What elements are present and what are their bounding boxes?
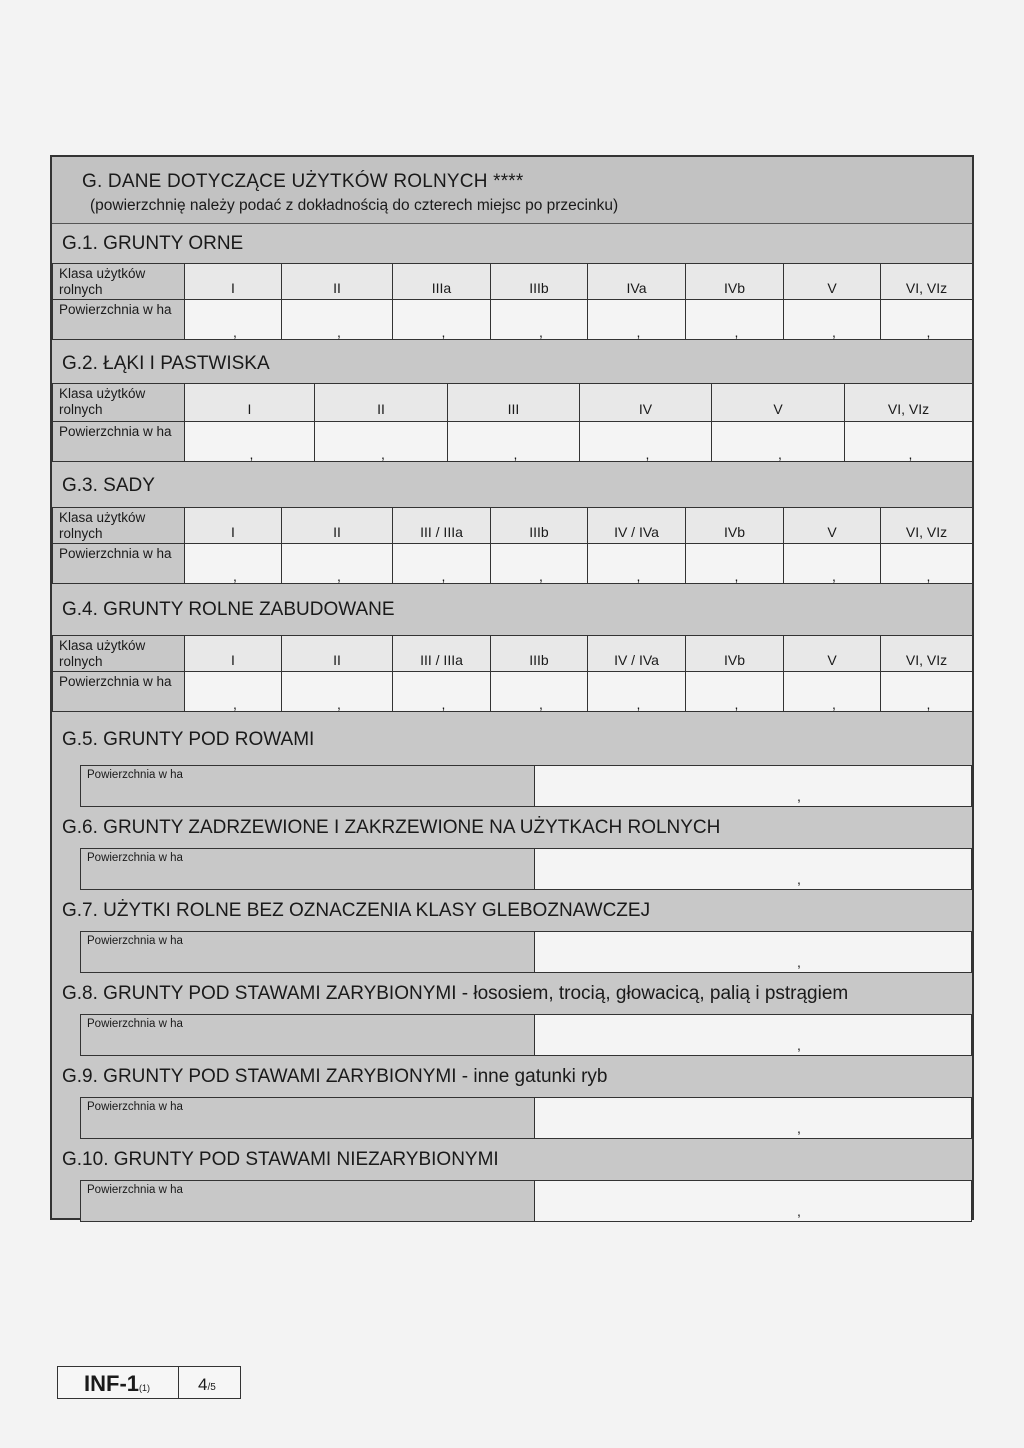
agricultural-land-form [50, 155, 974, 1220]
area-label: Powierzchnia w ha [81, 1098, 535, 1139]
area-field[interactable]: , [315, 422, 448, 462]
area-field[interactable]: , [282, 300, 393, 340]
class-header: V [784, 508, 881, 544]
class-header: IVb [686, 264, 784, 300]
class-header: I [185, 636, 282, 672]
area-field[interactable]: , [535, 849, 972, 890]
class-header: III / IIIa [393, 636, 491, 672]
class-header: I [185, 264, 282, 300]
class-header: IVb [686, 508, 784, 544]
area-label: Powierzchnia w ha [81, 766, 535, 807]
class-header: VI, VIz [881, 508, 973, 544]
section-g6-table [80, 848, 972, 890]
page-number: 4/5 [198, 1375, 216, 1394]
form-code: INF-1(1) [84, 1371, 150, 1396]
area-field[interactable]: , [535, 1181, 972, 1222]
area-field[interactable]: , [491, 544, 588, 584]
section-g1-table [52, 263, 973, 340]
area-field[interactable]: , [881, 544, 973, 584]
area-field[interactable]: , [491, 300, 588, 340]
area-label: Powierzchnia w ha [81, 1181, 535, 1222]
area-field[interactable]: , [448, 422, 580, 462]
class-label: Klasa użytków rolnych [53, 264, 185, 300]
area-field[interactable]: , [686, 300, 784, 340]
form-footer [57, 1366, 241, 1399]
class-header: IIIb [491, 508, 588, 544]
area-field[interactable]: , [588, 544, 686, 584]
class-header: V [784, 636, 881, 672]
footer-divider [178, 1367, 179, 1398]
section-g7-table [80, 931, 972, 973]
section-g2-title: G.2. ŁĄKI I PASTWISKA [62, 353, 270, 374]
section-g-header [52, 157, 972, 224]
area-field[interactable]: , [535, 766, 972, 807]
area-field[interactable]: , [784, 300, 881, 340]
section-g9-table [80, 1097, 972, 1139]
section-g10-table [80, 1180, 972, 1222]
class-header: II [282, 636, 393, 672]
class-header: III [448, 384, 580, 422]
area-field[interactable]: , [588, 300, 686, 340]
class-header: VI, VIz [845, 384, 973, 422]
area-field[interactable]: , [393, 544, 491, 584]
section-g3-table [52, 507, 973, 584]
area-field[interactable]: , [535, 1098, 972, 1139]
class-header: IIIa [393, 264, 491, 300]
area-label: Powierzchnia w ha [81, 1015, 535, 1056]
area-label: Powierzchnia w ha [53, 300, 185, 340]
area-field[interactable]: , [686, 544, 784, 584]
area-field[interactable]: , [784, 544, 881, 584]
class-header: I [185, 384, 315, 422]
form-version: (1) [139, 1383, 150, 1393]
area-field[interactable]: , [393, 672, 491, 712]
class-header: IV [580, 384, 712, 422]
area-field[interactable]: , [881, 672, 973, 712]
class-header: IIIb [491, 636, 588, 672]
section-g8-table [80, 1014, 972, 1056]
area-field[interactable]: , [282, 672, 393, 712]
class-label: Klasa użytków rolnych [53, 636, 185, 672]
area-field[interactable]: , [712, 422, 845, 462]
area-field[interactable]: , [393, 300, 491, 340]
area-field[interactable]: , [535, 1015, 972, 1056]
area-label: Powierzchnia w ha [53, 422, 185, 462]
area-field[interactable]: , [845, 422, 973, 462]
area-field[interactable]: , [282, 544, 393, 584]
area-field[interactable]: , [784, 672, 881, 712]
section-g4-table [52, 635, 973, 712]
section-g4-title: G.4. GRUNTY ROLNE ZABUDOWANE [62, 599, 395, 620]
section-g1-title: G.1. GRUNTY ORNE [62, 233, 244, 254]
area-label: Powierzchnia w ha [53, 544, 185, 584]
section-g10-title: G.10. GRUNTY POD STAWAMI NIEZARYBIONYMI [62, 1149, 499, 1170]
section-g9-title: G.9. GRUNTY POD STAWAMI ZARYBIONYMI - inne gatunki ryb [62, 1066, 608, 1087]
area-field[interactable]: , [491, 672, 588, 712]
area-field[interactable]: , [185, 544, 282, 584]
section-g-subtitle: (powierzchnię należy podać z dokładnością do czterech miejsc po przecinku) [90, 197, 619, 214]
section-g7-title: G.7. UŻYTKI ROLNE BEZ OZNACZENIA KLASY GLEBOZNAWCZEJ [62, 900, 651, 921]
class-header: I [185, 508, 282, 544]
area-label: Powierzchnia w ha [53, 672, 185, 712]
section-g5-table [80, 765, 972, 807]
section-g3-title: G.3. SADY [62, 475, 155, 496]
class-header: IV / IVa [588, 636, 686, 672]
area-field[interactable]: , [185, 300, 282, 340]
area-field[interactable]: , [881, 300, 973, 340]
class-header: V [784, 264, 881, 300]
class-header: IIIb [491, 264, 588, 300]
class-header: IVa [588, 264, 686, 300]
class-header: V [712, 384, 845, 422]
area-field[interactable]: , [535, 932, 972, 973]
pages-total: /5 [207, 1382, 216, 1393]
section-g5-title: G.5. GRUNTY POD ROWAMI [62, 729, 315, 750]
class-header: VI, VIz [881, 636, 973, 672]
class-header: II [282, 508, 393, 544]
section-g6-title: G.6. GRUNTY ZADRZEWIONE I ZAKRZEWIONE NA UŻYTKACH ROLNYCH [62, 817, 721, 838]
area-field[interactable]: , [686, 672, 784, 712]
class-label: Klasa użytków rolnych [53, 508, 185, 544]
class-header: IVb [686, 636, 784, 672]
area-field[interactable]: , [185, 422, 315, 462]
section-g8-title: G.8. GRUNTY POD STAWAMI ZARYBIONYMI - łososiem, trocią, głowacicą, palią i pstrągiem [62, 983, 849, 1004]
class-label: Klasa użytków rolnych [53, 384, 185, 422]
class-header: VI, VIz [881, 264, 973, 300]
class-header: II [282, 264, 393, 300]
area-field[interactable]: , [580, 422, 712, 462]
class-header: IV / IVa [588, 508, 686, 544]
class-header: II [315, 384, 448, 422]
section-g2-table [52, 383, 973, 462]
section-g-title: G. DANE DOTYCZĄCE UŻYTKÓW ROLNYCH **** [82, 171, 524, 192]
class-header: III / IIIa [393, 508, 491, 544]
area-field[interactable]: , [185, 672, 282, 712]
area-label: Powierzchnia w ha [81, 849, 535, 890]
area-label: Powierzchnia w ha [81, 932, 535, 973]
area-field[interactable]: , [588, 672, 686, 712]
